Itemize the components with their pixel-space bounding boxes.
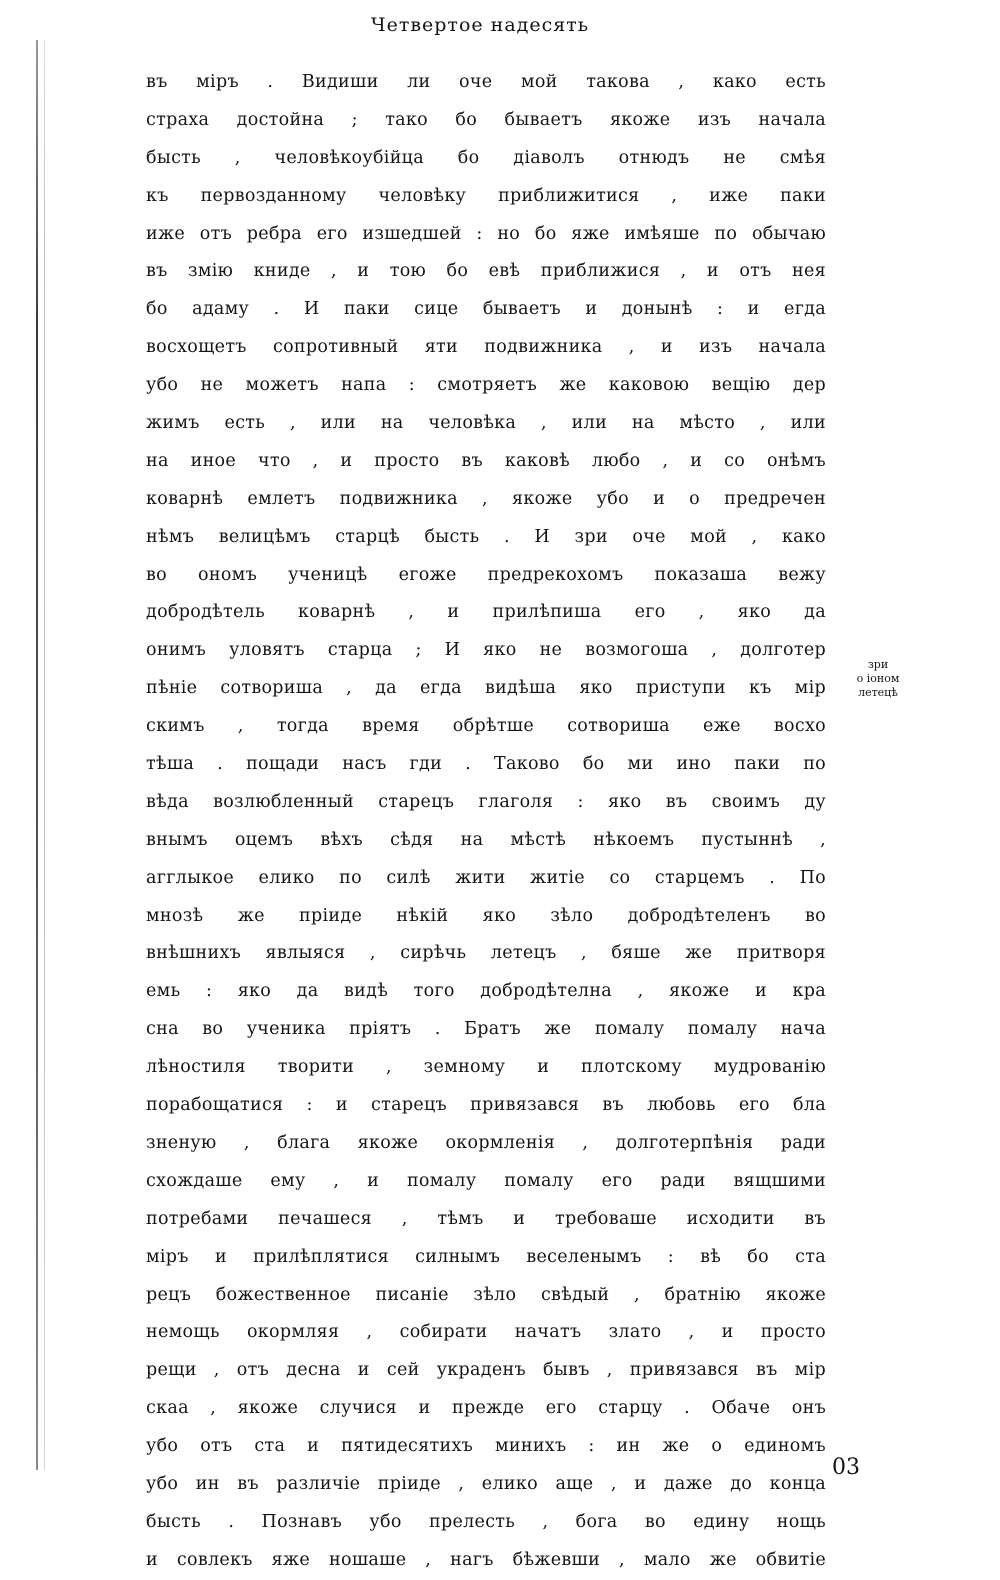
text-line: бо адаму . И паки сице бываетъ и донынѣ : и егда	[146, 299, 826, 320]
text-line: скимъ , тогда время обрѣтше сотвориша еже восхо	[146, 716, 826, 737]
text-line: схождаше ему , и помалу помалу его ради вящшими	[146, 1170, 826, 1191]
text-line: зненую , блага якоже окормленія , долготерпѣнія ради	[146, 1132, 826, 1153]
marginal-note-line: о іоном	[856, 672, 900, 685]
text-line: пѣніе сотвориша , да егда видѣша яко приступи къ мір	[146, 678, 826, 699]
text-line: скаа , якоже случися и прежде его старцу . Обаче онъ	[146, 1398, 826, 1419]
text-line: лѣностиля творити , земному и плотскому мудрованію	[146, 1057, 826, 1078]
running-head: Четвертое надесять	[370, 14, 590, 36]
text-line: на иное что , и просто въ каковѣ любо , и со онѣмъ	[146, 450, 826, 471]
text-line: въ міръ . Видиши ли оче мой такова , како есть	[146, 72, 826, 92]
text-line: тѣша . пощади насъ гди . Таково бо ми ино паки по	[146, 754, 826, 775]
marginal-note	[838, 658, 918, 700]
text-line: порабощатися : и старецъ привязався въ любовь его бла	[146, 1095, 826, 1116]
text-line: иже отъ ребра его изшедшей : но бо яже имѣяше по обычаю	[146, 223, 826, 244]
text-line: онимъ уловятъ старца ; И яко не возмогоша , долготер	[146, 640, 826, 661]
text-line: и совлекъ яже ношаше , нагъ бѣжевши , мало же обвитіе	[146, 1549, 826, 1570]
text-line: жимъ есть , или на человѣка , или на мѣсто , или	[146, 413, 826, 434]
marginal-note-line: летецѣ	[858, 686, 898, 699]
text-line: убо не можетъ напа : смотряетъ же каковою вещію дер	[146, 375, 826, 396]
text-line: бысть , человѣкоубійца бо діаволъ отнюдъ не смѣя	[146, 147, 826, 168]
text-line: агглыкое елико по силѣ жити житіе со старцемъ . По	[146, 867, 826, 888]
text-line: въ змію книде , и тою бо евѣ приближися , и отъ нея	[146, 261, 826, 282]
text-line: добродѣтель коварнѣ , и прилѣпиша его , яко да	[146, 602, 826, 623]
text-line: мнозѣ же пріиде нѣкій яко зѣло добродѣтеленъ во	[146, 905, 826, 926]
text-line: во ономъ ученицѣ егоже предрекохомъ показаша вежу	[146, 564, 826, 585]
text-line: коварнѣ емлетъ подвижника , якоже убо и о предречен	[146, 488, 826, 509]
text-line: рецъ божественное писаніе зѣло свѣдый , братнію якоже	[146, 1284, 826, 1305]
binding-edge	[36, 40, 38, 1470]
text-line: рещи , отъ десна и сей украденъ бывъ , привязався въ мір	[146, 1360, 826, 1381]
text-line: внымъ оцемъ вѣхъ сѣдя на мѣстѣ нѣкоемъ пустыннѣ ,	[146, 829, 826, 850]
text-line: сна во ученика пріятъ . Братъ же помалу помалу нача	[146, 1019, 826, 1040]
text-line: убо отъ ста и пятидесятихъ минихъ : ин же о единомъ	[146, 1436, 826, 1457]
text-line: немощь окормляя , собирати начатъ злато , и просто	[146, 1322, 826, 1343]
text-line: страха достойна ; тако бо бываетъ якоже изъ начала	[146, 109, 826, 130]
marginal-note-line: зри	[867, 658, 889, 671]
text-block	[146, 64, 826, 1580]
text-line: къ первозданному человѣку приближитися , иже паки	[146, 185, 826, 206]
text-line: убо ин въ различіе пріиде , елико аще , и даже до конца	[146, 1473, 826, 1494]
text-line: емь : яко да видѣ того добродѣтелна , якоже и кра	[146, 981, 826, 1002]
text-line: восхощетъ сопротивный яти подвижника , и изъ начала	[146, 337, 826, 358]
text-line: вѣда возлюбленный старецъ глаголя : яко въ своимъ ду	[146, 791, 826, 812]
text-line: бысть . Познавъ убо прелесть , бога во едину нощь	[146, 1511, 826, 1532]
page-number: 03	[832, 1455, 860, 1480]
text-line: потребами печашеся , тѣмъ и требоваше исходити въ	[146, 1208, 826, 1229]
text-line: внѣшнихъ явлыяся , сирѣчь летецъ , бяше же притворя	[146, 943, 826, 964]
text-line: міръ и прилѣплятися силнымъ веселенымъ : вѣ бо ста	[146, 1246, 826, 1267]
binding-shadow	[44, 40, 45, 1470]
text-line: нѣмъ велицѣмъ старцѣ бысть . И зри оче мой , како	[146, 526, 826, 547]
